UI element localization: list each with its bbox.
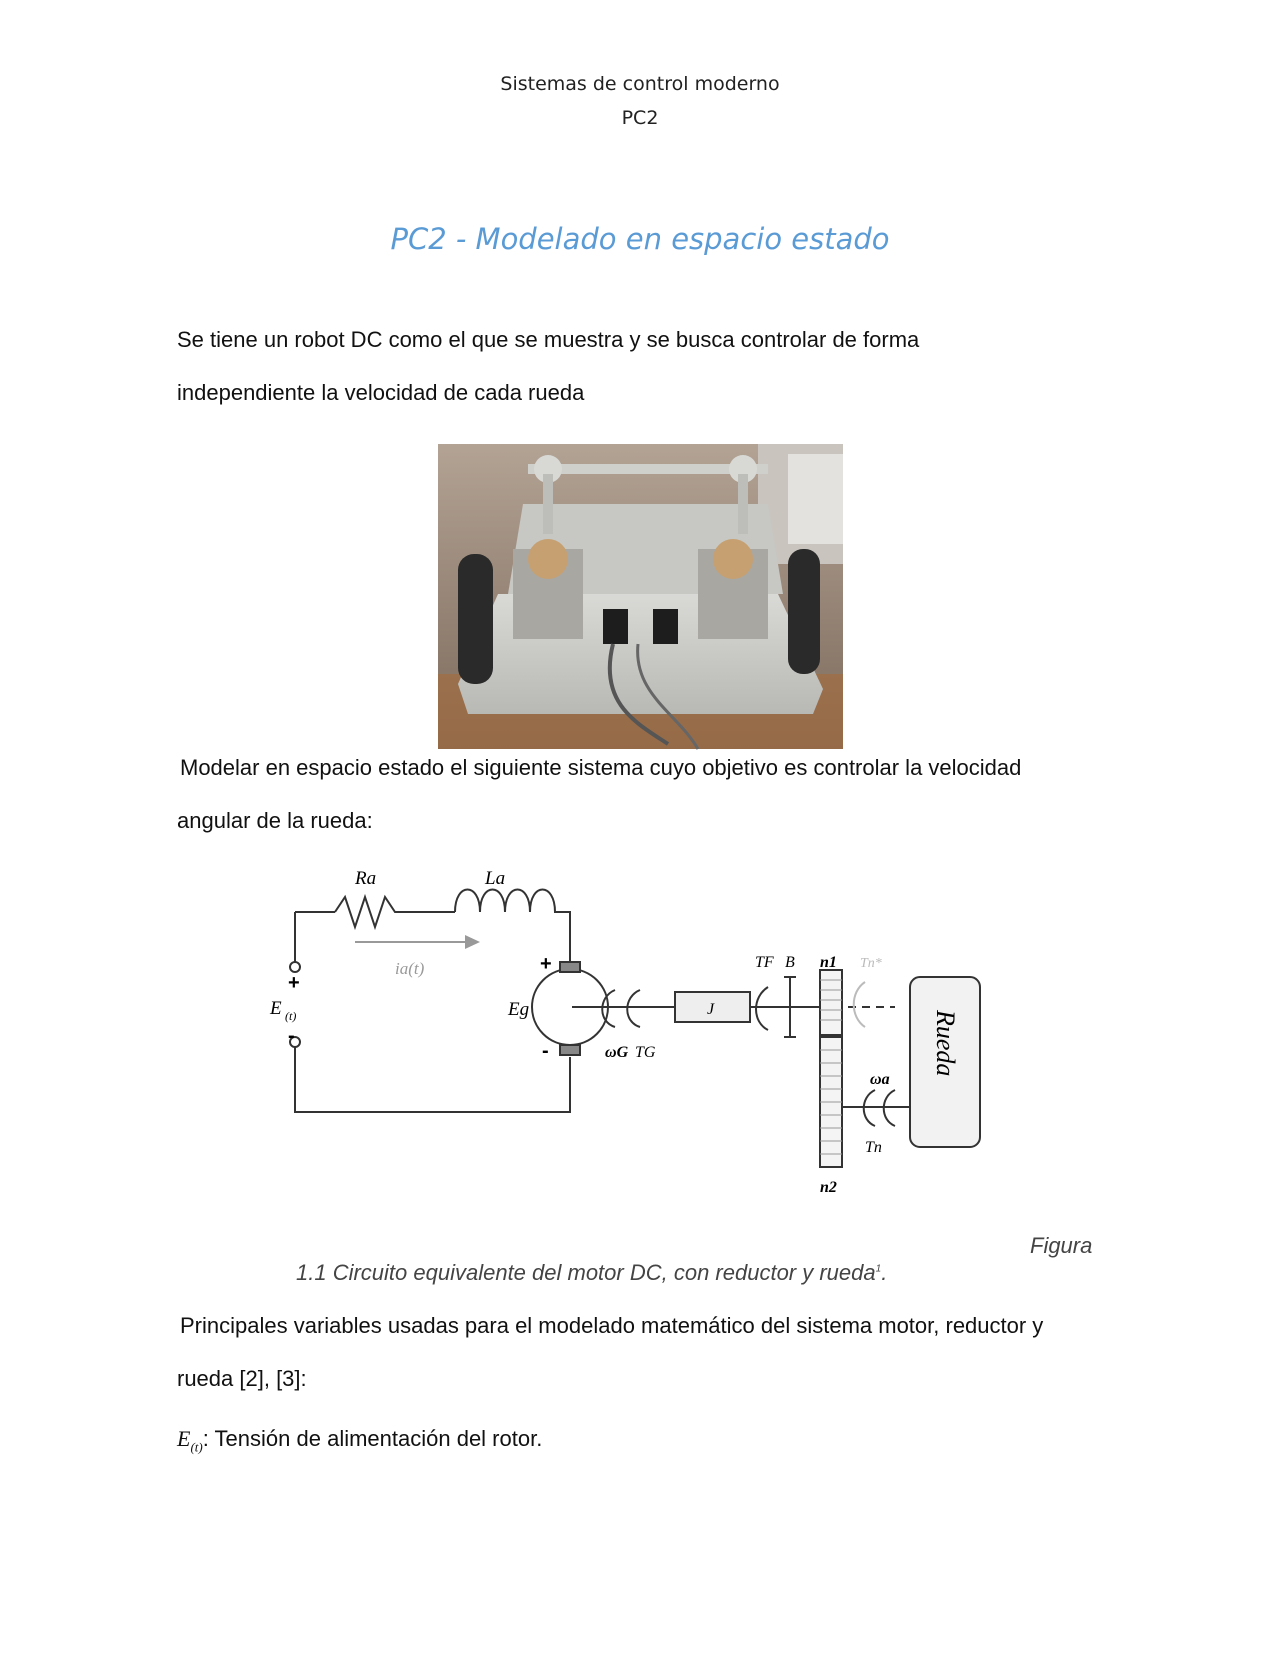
label-ia: ia(t) (395, 959, 425, 978)
label-eg: Eg (508, 999, 530, 1020)
label-e: E (270, 998, 282, 1019)
terminal-plus (290, 962, 300, 972)
label-tn-star: Tn* (860, 956, 882, 971)
variables-line-1: Principales variables usadas para el modelado matemático del sistema motor, reductor y (180, 1313, 1044, 1338)
page-title: PC2 - Modelado en espacio estado (390, 222, 890, 256)
label-plus-motor: + (540, 953, 552, 975)
label-rueda: Rueda (931, 1010, 960, 1077)
current-arrowhead (465, 935, 480, 949)
label-n1: n1 (820, 954, 837, 971)
label-ra: Ra (355, 868, 377, 889)
robot-photo-drawing (438, 444, 843, 749)
variable-description: : Tensión de alimentación del rotor. (202, 1426, 543, 1451)
label-n2: n2 (820, 1179, 837, 1196)
resistor-ra (335, 897, 455, 927)
label-minus-motor: - (542, 1040, 549, 1062)
robot-photo (438, 444, 843, 749)
caption-text: 1.1 Circuito equivalente del motor DC, con reductor y rueda (296, 1260, 876, 1285)
arc-tg-1 (627, 990, 640, 1027)
label-tn: Tn (865, 1139, 882, 1156)
figure-caption (296, 1260, 887, 1286)
caption-footnote: 1 (875, 1263, 882, 1275)
caption-word: Figura (1030, 1233, 1093, 1258)
variable-symbol: E (177, 1426, 191, 1451)
intro-line-2: independiente la velocidad de cada rueda (177, 380, 585, 405)
inductor-la (455, 890, 570, 963)
label-e-sub: (t) (285, 1009, 297, 1023)
wire-bottom (295, 1047, 570, 1112)
header-code: PC2 (621, 107, 659, 129)
label-wa: ωa (870, 1071, 890, 1088)
model-line-2: angular de la rueda: (177, 808, 373, 833)
label-wg: ωG (605, 1044, 629, 1061)
intro-line-1: Se tiene un robot DC como el que se muestra y se busca controlar de forma (177, 327, 920, 352)
label-tf: TF (755, 954, 774, 971)
label-j: J (707, 1001, 715, 1018)
variable-sub: (t) (190, 1439, 203, 1455)
arc-tf (756, 987, 768, 1030)
caption-end: . (881, 1260, 888, 1285)
arc-tn-star (854, 982, 865, 1027)
label-b: B (785, 954, 795, 971)
motor-brush-bottom (560, 1045, 580, 1055)
label-plus-left: + (288, 972, 300, 994)
header-subject: Sistemas de control moderno (500, 73, 780, 95)
model-line-1: Modelar en espacio estado el siguiente sistema cuyo objetivo es controlar la velocidad (180, 755, 1022, 780)
variables-line-2: rueda [2], [3]: (177, 1366, 307, 1391)
motor-brush-top (560, 962, 580, 972)
variable-item-e (177, 1426, 1097, 1460)
label-tg: TG (635, 1044, 656, 1061)
motor-circuit-diagram (270, 862, 1010, 1224)
label-minus-left: - (288, 1025, 295, 1047)
label-la: La (485, 868, 506, 889)
